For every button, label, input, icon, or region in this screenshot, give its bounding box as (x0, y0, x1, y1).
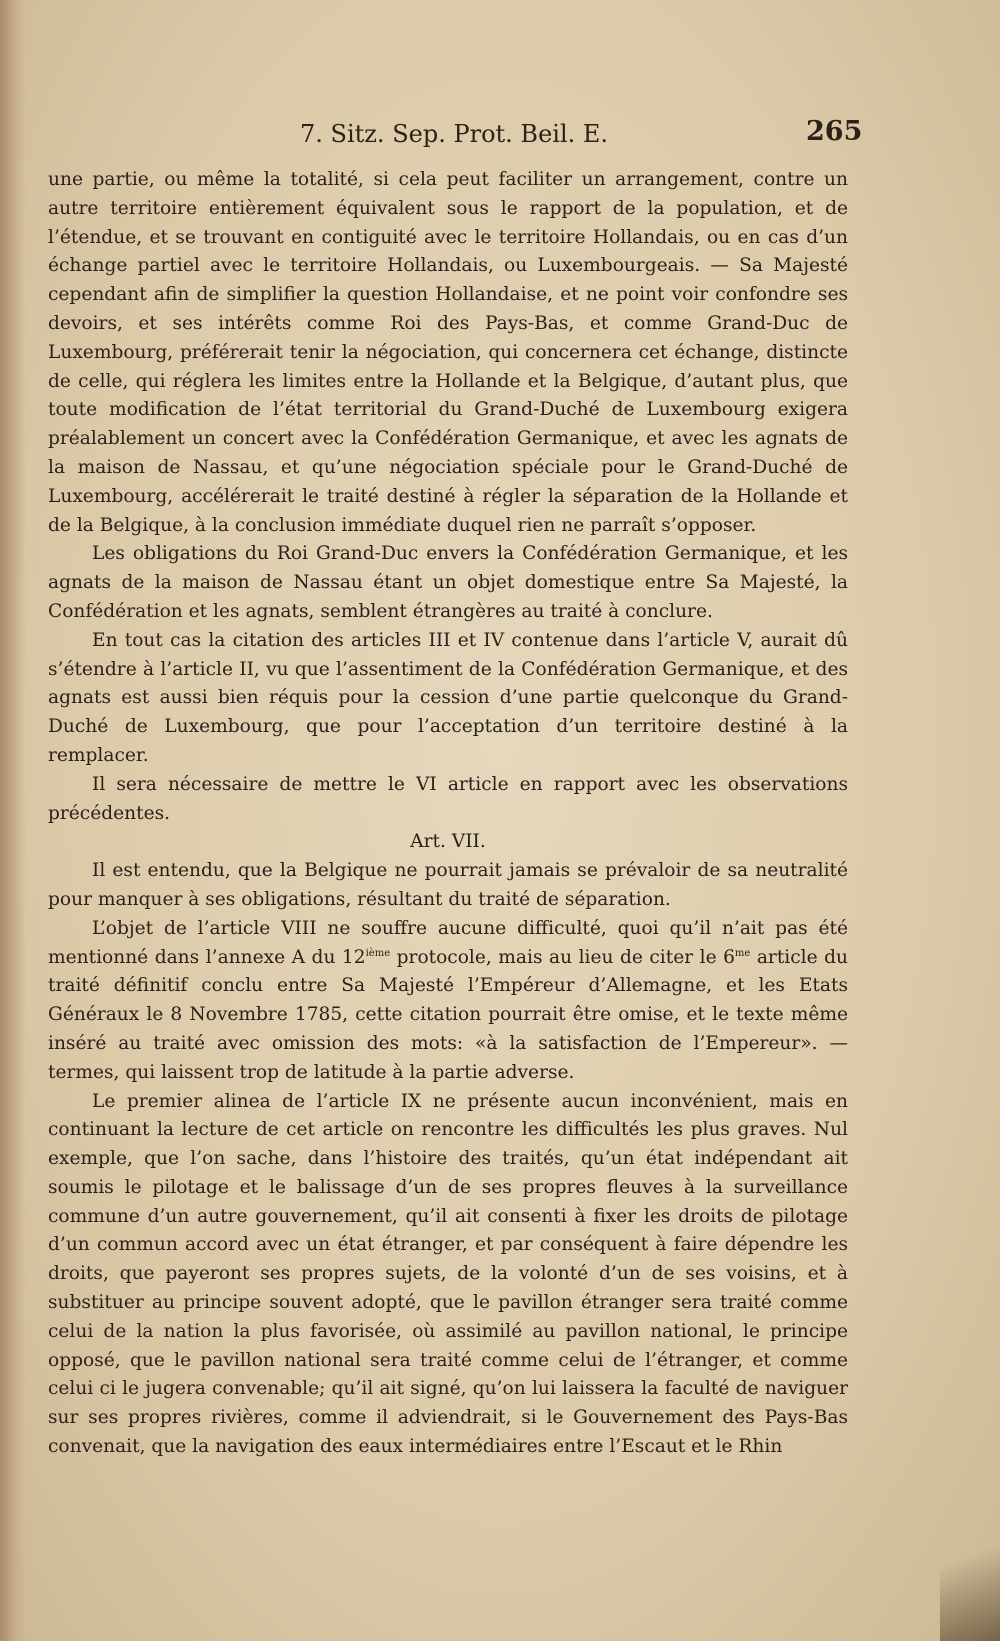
paragraph-5: Il est entendu, que la Belgique ne pourrait jamais se prévaloir de sa neutralité pour manquer à ses obligations, résultant du traité de séparation. (48, 860, 848, 910)
paragraph-3: En tout cas la citation des articles III et IV contenue dans l’article V, aurait dû s’étendre à l’article II, vu que l’assentiment de la Confédération Germanique, et des agnats est aussi bien réquis pour la cession d’une partie quelconque du Grand-Duché de Luxembourg, que pour l’acceptation d’un territoire destiné à la remplacer. (48, 629, 848, 766)
paragraph-6 (48, 915, 848, 1088)
paragraph-2: Les obligations du Roi Grand-Duc envers la Confédération Germanique, et les agnats de la maison de Nassau étant un objet domestique entre Sa Majesté, la Confédération et les agnats, semblent étrangères au traité à conclure. (48, 543, 848, 622)
paragraph-4: Il sera nécessaire de mettre le VI article en rapport avec les observations précédentes. (48, 773, 848, 824)
body-text (48, 166, 848, 1462)
book-spine-shadow (0, 0, 26, 1641)
superscript-me: me (734, 947, 751, 959)
page-header (48, 114, 863, 154)
paragraph-6-part-b: protocole, mais au lieu de citer le 6 (390, 946, 735, 968)
paragraph-1: une partie, ou même la totalité, si cela peut faciliter un arrangement, contre un autre territoire entièrement équivalent sous le rapport de la population, et de l’étendue, et se trouvant en contiguité avec le territoire Hollandais, ou en cas d’un échange partiel avec le territoire Hollandais, ou Luxembourgeais. — Sa Majesté cependant afin de simplifier la question Hollandaise, et ne point voir confondre ses devoirs, et ses intérêts comme Roi des Pays-Bas, et comme Grand-Duc de Luxembourg, préférerait tenir la négociation, qui concernera cet échange, distincte de celle, qui réglera les limites entre la Hollande et la Belgique, d’autant plus, que toute modification de l’état territorial du Grand-Duché de Luxembourg exigera préalablement un concert avec la Confédération Germanique, et avec les agnats de la maison de Nassau, et qu’une négociation spéciale pour le Grand-Duché de Luxembourg, accélérerait le traité destiné à régler la séparation de la Hollande et de la Belgique, à la conclusion immédiate duquel rien ne parraît s’opposer. (48, 169, 848, 536)
article-heading: Art. VII. (410, 831, 486, 853)
superscript-ieme: ième (365, 947, 391, 959)
page-corner-shadow (940, 1501, 1000, 1641)
running-head: 7. Sitz. Sep. Prot. Beil. E. (300, 120, 609, 148)
paragraph-7: Le premier alinea de l’article IX ne présente aucun inconvénient, mais en continuant la lecture de cet article on rencontre les difficultés les plus graves. Nul exemple, que l’on sache, dans l’histoire des traités, qu’un état indépendant ait soumis le pilotage et le balissage d’un de ses propres fleuves à la surveillance commune d’un autre gouvernement, qu’il ait consenti à fixer les droits de pilotage d’un commun accord avec un état étranger, et par conséquent à faire dépendre les droits, que payeront ses propres sujets, de la volonté d’un de ses voisins, et à substituer au principe souvent adopté, que le pavillon étranger sera traité comme celui de la nation la plus favorisée, où assimilé au pavillon national, le principe opposé, que le pavillon national sera traité comme celui de l’étranger, et comme celui ci le jugera convenable; qu’il ait signé, qu’on lui laissera la faculté de naviguer sur ses propres rivières, comme il adviendrait, si le Gouvernement des Pays-Bas convenait, que la navigation des eaux intermédiaires entre l’Escaut et le Rhin (48, 1090, 848, 1458)
paragraph-6-part-a: L’objet de l’article VIII ne souffre aucune difficulté, quoi qu’il n’ait pas été mentionné dans l’annexe A du 12 (48, 917, 848, 968)
paragraph-6-part-c: article du traité définitif conclu entre Sa Majesté l’Empéreur d’Allemagne, et les Etats Généraux le 8 Novembre 1785, cette citation pourrait être omise, et le texte même inséré au traité avec omission des mots: «à la satisfaction de l’Empereur». — termes, qui laissent trop de latitude à la partie adverse. (48, 946, 848, 1083)
page-number: 265 (806, 116, 863, 147)
